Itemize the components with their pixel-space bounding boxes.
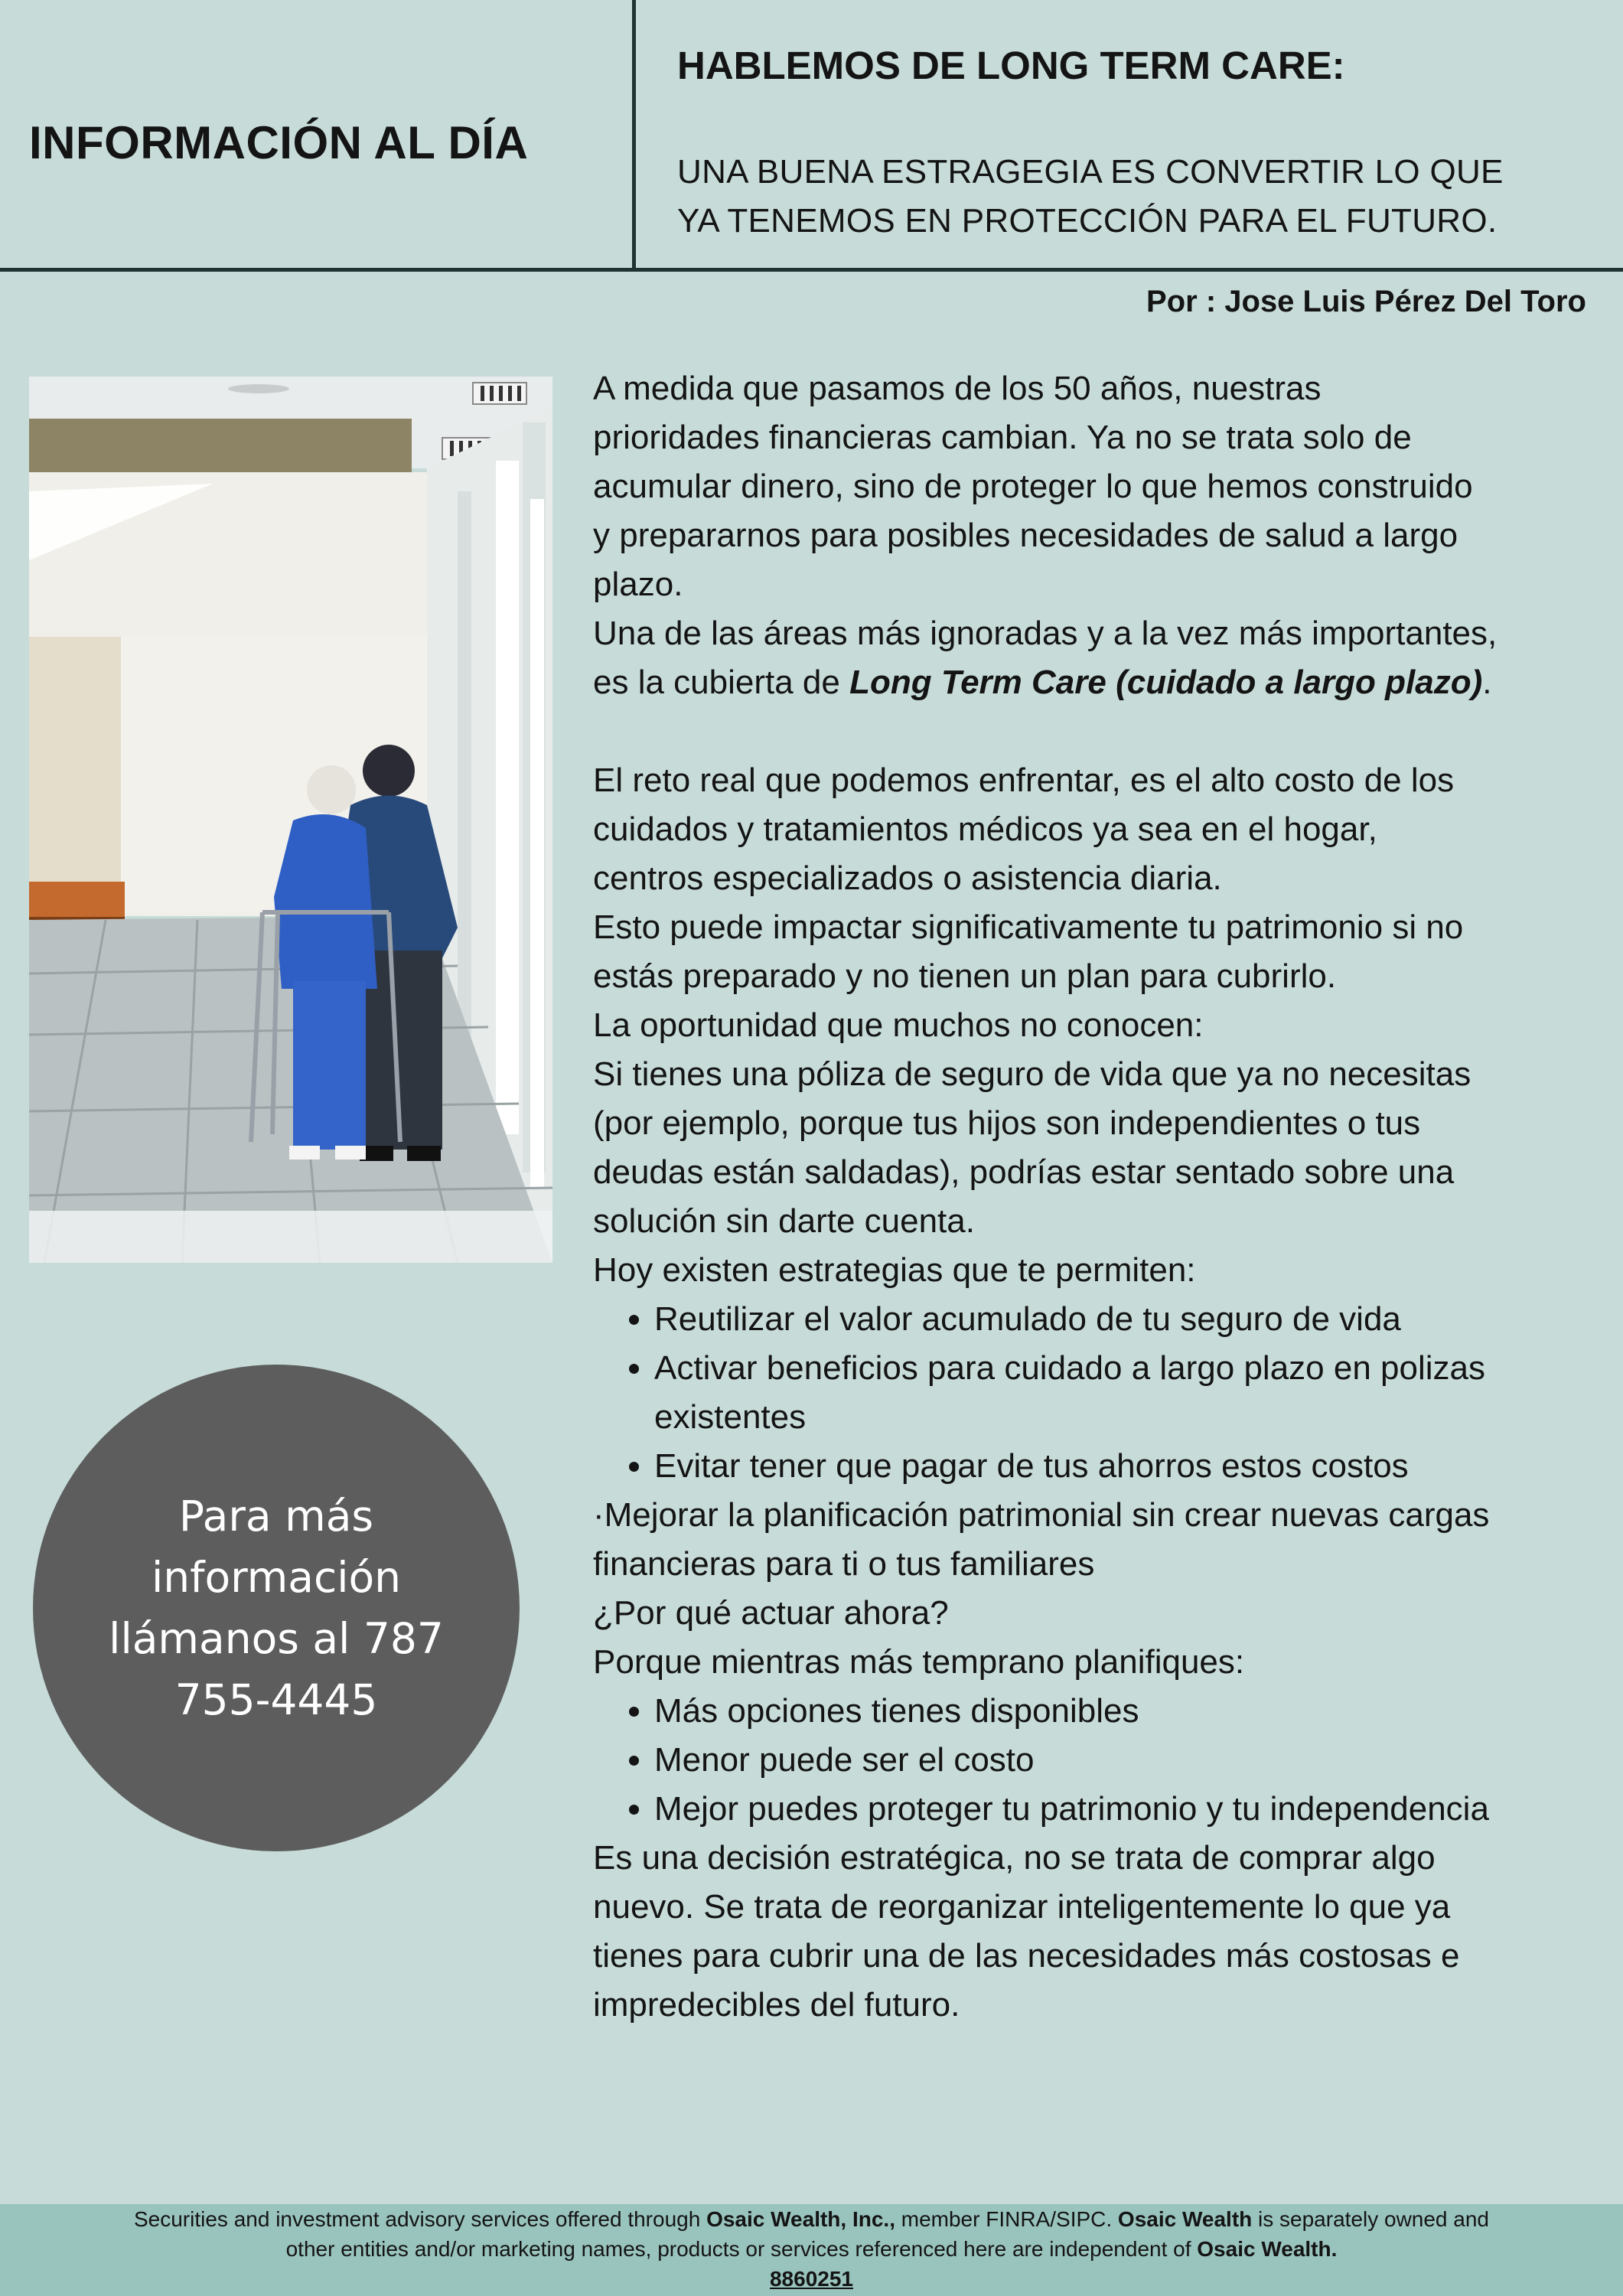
- body-line: ¿Por qué actuar ahora?: [593, 1594, 949, 1632]
- body-line: A medida que pasamos de los 50 años, nuestras: [593, 370, 1322, 407]
- body-line: (por ejemplo, porque tus hijos son independientes o tus: [593, 1104, 1421, 1142]
- body-line: Si tienes una póliza de seguro de vida que ya no necesitas: [593, 1055, 1471, 1093]
- list-item: • Reutilizar el valor acumulado de tu seguro de vida: [654, 1295, 1611, 1344]
- body-line: y prepararnos para posibles necesidades de salud a largo: [593, 517, 1458, 554]
- contact-circle: [33, 1365, 520, 1851]
- body-line: plazo.: [593, 566, 683, 603]
- disclosure-text: Securities and investment advisory services offered through: [133, 2207, 707, 2231]
- body-line: tienes para cubrir una de las necesidades más costosas e: [593, 1937, 1460, 1975]
- disclosure-text: other entities and/or marketing names, products or services referenced here are independent of: [285, 2237, 1198, 2261]
- disclosure-line-2: [0, 2234, 1623, 2264]
- firm-name: Osaic Wealth: [1117, 2207, 1253, 2231]
- contact-line: Para más: [178, 1492, 374, 1541]
- body-text: .: [1482, 664, 1492, 701]
- list-item: [654, 1344, 1611, 1442]
- firm-name: Osaic Wealth, Inc.,: [706, 2207, 895, 2231]
- contact-line: llámanos al 787: [109, 1614, 444, 1663]
- disclosure-line-1: [0, 2204, 1623, 2234]
- body-line: Porque mientras más temprano planifiques:: [593, 1643, 1245, 1681]
- compliance-code: 8860251: [769, 2267, 853, 2291]
- contact-text: [77, 1486, 475, 1730]
- disclosure-footer: [0, 2204, 1623, 2296]
- article-subtitle-line-1: UNA BUENA ESTRAGEGIA ES CONVERTIR LO QUE: [677, 153, 1504, 191]
- body-line: Hoy existen estrategias que te permiten:: [593, 1251, 1196, 1289]
- body-line: Una de las áreas más ignoradas y a la vez más importantes,: [593, 615, 1498, 652]
- list-item: • Menor puede ser el costo: [654, 1736, 1611, 1785]
- header-divider-horizontal: [0, 268, 1623, 272]
- firm-name: Osaic Wealth.: [1197, 2237, 1338, 2261]
- contact-line: información: [151, 1553, 402, 1602]
- body-line: cuidados y tratamientos médicos ya sea en el hogar,: [593, 810, 1377, 848]
- body-line: estás preparado y no tienen un plan para cubrirlo.: [593, 957, 1337, 995]
- disclosure-text: member FINRA/SIPC.: [895, 2207, 1118, 2231]
- list-item: • Más opciones tienes disponibles: [654, 1687, 1611, 1736]
- body-line: solución sin darte cuenta.: [593, 1202, 975, 1240]
- body-line: Esto puede impactar significativamente tu patrimonio si no: [593, 908, 1464, 946]
- section-title: INFORMACIÓN AL DÍA: [29, 117, 529, 168]
- list-item: • Mejor puedes proteger tu patrimonio y tu independencia: [654, 1785, 1611, 1834]
- body-line: ·Mejorar la planificación patrimonial sin crear nuevas cargas: [593, 1496, 1490, 1534]
- body-line: deudas están saldadas), podrías estar sentado sobre una: [593, 1153, 1455, 1191]
- body-line: Es una decisión estratégica, no se trata de comprar algo: [593, 1839, 1436, 1877]
- header-divider-vertical: [632, 0, 636, 269]
- emphasis-text: Long Term Care (cuidado a largo plazo): [849, 664, 1483, 701]
- article-headline: HABLEMOS DE LONG TERM CARE:: [677, 44, 1345, 87]
- body-line: financieras para ti o tus familiares: [593, 1545, 1095, 1583]
- list-item-text-continued: existentes: [654, 1398, 807, 1436]
- body-line: nuevo. Se trata de reorganizar inteligentemente lo que ya: [593, 1888, 1451, 1926]
- paragraph-spacer: [593, 707, 1611, 756]
- body-line: El reto real que podemos enfrentar, es el alto costo de los: [593, 762, 1455, 799]
- author-byline: Por : Jose Luis Pérez Del Toro: [1146, 285, 1586, 318]
- body-line: La oportunidad que muchos no conocen:: [593, 1006, 1204, 1044]
- article-body: [593, 364, 1611, 2030]
- article-subtitle-line-2: YA TENEMOS EN PROTECCIÓN PARA EL FUTURO.: [677, 202, 1498, 240]
- body-text: es la cubierta de: [593, 664, 850, 701]
- body-line: centros especializados o asistencia diaria.: [593, 859, 1222, 897]
- list-item: • Evitar tener que pagar de tus ahorros estos costos: [654, 1442, 1611, 1491]
- list-item-text: Activar beneficios para cuidado a largo plazo en polizas: [654, 1349, 1485, 1387]
- benefits-list: [593, 1687, 1611, 1834]
- disclosure-text: is separately owned and: [1252, 2207, 1489, 2231]
- body-line: [593, 658, 1611, 707]
- contact-phone: 755-4445: [174, 1675, 378, 1724]
- body-line: prioridades financieras cambian. Ya no se trata solo de: [593, 419, 1412, 456]
- body-line: impredecibles del futuro.: [593, 1986, 960, 2024]
- strategies-list: [593, 1295, 1611, 1491]
- hallway-photo: [29, 377, 552, 1263]
- body-line: acumular dinero, sino de proteger lo que hemos construido: [593, 468, 1473, 505]
